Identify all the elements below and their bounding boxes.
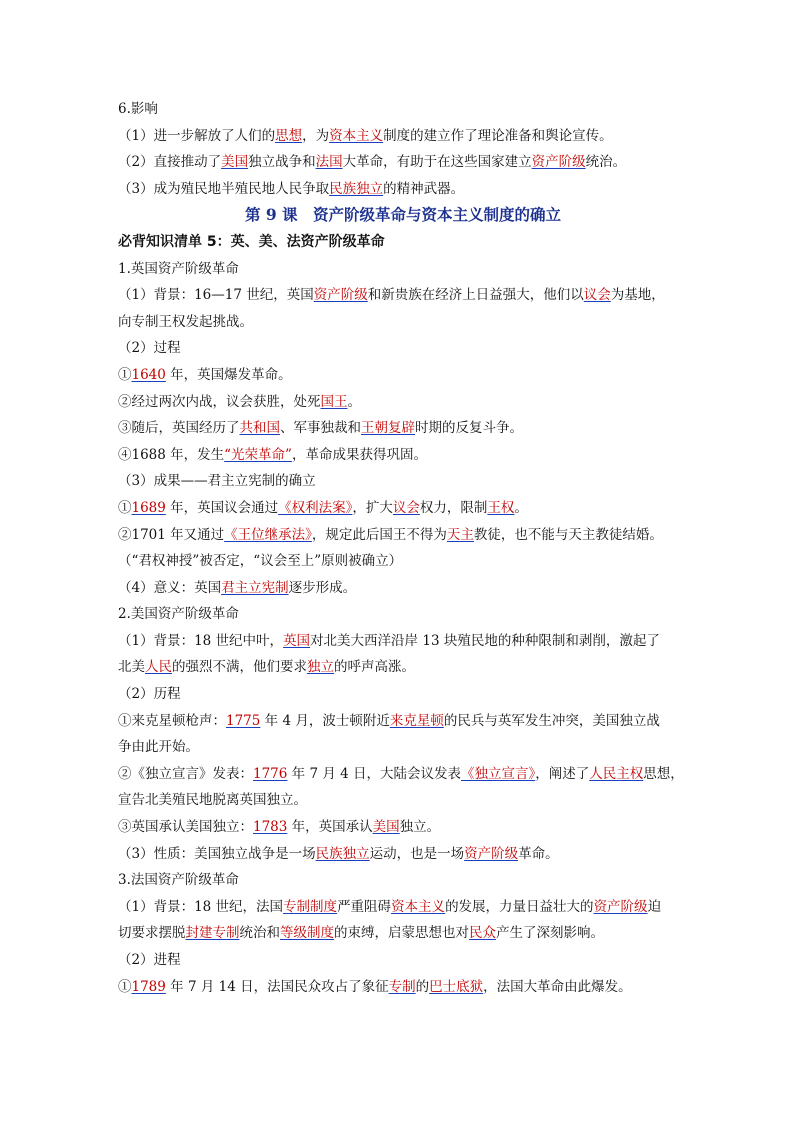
text-segment: 教徒，也不能与天主教徒结婚。 <box>473 526 663 543</box>
text-segment: ，革命成果获得巩固。 <box>291 446 427 463</box>
keyword: 人民主权 <box>589 765 644 782</box>
keyword: 资产阶级 <box>464 845 519 862</box>
section-heading <box>118 229 688 256</box>
text-segment: 严重阻碍 <box>337 898 392 915</box>
keyword: 资产阶级 <box>593 898 648 915</box>
keyword: 1689 <box>131 499 166 516</box>
text-segment: 逐步形成。 <box>288 579 357 596</box>
text-line <box>118 920 688 947</box>
text-segment: ，阐述了 <box>535 765 590 782</box>
text-segment: 运动，也是一场 <box>369 845 465 862</box>
text-line <box>118 628 688 655</box>
text-segment: ②《独立宣言》发表： <box>118 765 253 782</box>
text-segment: 时期的反复斗争。 <box>415 420 523 437</box>
keyword: 1776 <box>253 765 288 782</box>
keyword: 资本主义 <box>329 127 384 144</box>
keyword: 资本主义 <box>391 898 446 915</box>
keyword: 专制制度 <box>283 898 338 915</box>
text-segment: （4）意义：英国 <box>118 579 222 596</box>
text-segment: （1）背景：18 世纪，法国 <box>118 898 284 915</box>
lesson-title <box>118 202 688 229</box>
keyword: 共和国 <box>239 420 280 437</box>
text-line <box>118 841 688 868</box>
text-segment: 年，英国承认 <box>287 819 373 836</box>
text-line <box>118 335 688 362</box>
text-line <box>118 522 688 549</box>
text-segment: ，法国大革命由此爆发。 <box>483 978 632 995</box>
text-segment: 思想， <box>643 765 684 782</box>
text-segment: 年，英国议会通过 <box>165 499 279 516</box>
text-segment: ④1688 年，发生 <box>118 446 225 463</box>
text-segment: 年，英国爆发革命。 <box>165 366 292 383</box>
keyword: 《王位继承法》 <box>224 526 312 543</box>
text-segment: 6.影响 <box>118 101 158 117</box>
text-segment: （“君权神授”被否定，“议会至上”原则被确立） <box>118 553 403 570</box>
text-segment: 、军事独裁和 <box>280 420 361 437</box>
keyword: 民族独立 <box>329 180 384 197</box>
keyword: 天主 <box>446 526 474 543</box>
text-segment: 3.法国资产阶级革命 <box>118 872 239 889</box>
text-segment: ②经过两次内战，议会获胜，处死 <box>118 393 321 410</box>
text-segment: 制度的建立作了理论准备和舆论宣传。 <box>383 127 613 144</box>
text-segment: 第 9 课 资产阶级革命与资本主义制度的确立 <box>244 205 562 225</box>
text-segment: 。 <box>514 499 528 516</box>
text-segment: 年 7 月 4 日，大陆会议发表 <box>287 765 461 782</box>
keyword: 等级制度 <box>280 925 334 942</box>
keyword: 封建专制 <box>185 925 240 942</box>
text-segment: ，为 <box>302 127 330 144</box>
keyword: 王朝复辟 <box>361 420 415 437</box>
text-segment: ③随后，英国经历了 <box>118 420 240 437</box>
keyword: 资产阶级 <box>313 287 368 304</box>
text-segment: 争由此开始。 <box>118 739 199 756</box>
keyword: 巴士底狱 <box>429 978 484 995</box>
text-segment: 独立战争和 <box>248 154 316 171</box>
text-segment: （2）进程 <box>118 952 181 968</box>
keyword: 君主立宪制 <box>221 579 289 596</box>
keyword: 来克星顿 <box>389 712 444 729</box>
text-segment: ① <box>118 366 132 383</box>
text-segment: ，规定此后国王不得为 <box>311 526 447 543</box>
keyword: 1775 <box>226 712 261 729</box>
text-line <box>118 575 688 602</box>
keyword: 1789 <box>131 978 166 995</box>
text-segment: 革命。 <box>518 845 559 862</box>
text-segment: （3）成为殖民地半殖民地人民争取 <box>118 180 330 197</box>
text-line <box>118 708 688 735</box>
text-segment: （2）直接推动了 <box>118 154 222 171</box>
text-line <box>118 442 688 469</box>
text-line <box>118 309 688 336</box>
text-line <box>118 734 688 761</box>
keyword: 民众 <box>469 925 496 942</box>
text-line <box>118 548 688 575</box>
keyword: 思想 <box>275 127 303 144</box>
text-segment: 的发展，力量日益壮大的 <box>445 898 594 915</box>
keyword: 议会 <box>583 287 611 304</box>
keyword: 议会 <box>392 499 420 516</box>
keyword: 美国 <box>221 154 249 171</box>
text-line <box>118 601 688 628</box>
text-segment: ① <box>118 499 132 516</box>
text-line <box>118 176 688 203</box>
text-segment: ，扩大 <box>352 499 393 516</box>
text-line <box>118 974 688 1001</box>
text-segment: 2.美国资产阶级革命 <box>118 606 239 623</box>
keyword: 1783 <box>253 819 288 836</box>
text-segment: 必背知识清单 5：英、美、法资产阶级革命 <box>118 233 385 250</box>
text-segment: （1）背景：16—17 世纪，英国 <box>118 287 314 304</box>
text-line <box>118 468 688 495</box>
text-segment: ① <box>118 978 132 995</box>
keyword: 资产阶级 <box>531 154 586 171</box>
text-line <box>118 814 688 841</box>
text-segment: 权力，限制 <box>419 499 488 516</box>
text-segment: 的强烈不满，他们要求 <box>172 659 307 676</box>
text-segment: 。 <box>347 393 361 410</box>
text-segment: ①来克星顿枪声： <box>118 712 226 729</box>
text-segment: 独立。 <box>399 819 441 836</box>
keyword: “光荣革命” <box>224 446 292 463</box>
text-line <box>118 256 688 283</box>
text-segment: （1）背景：18 世纪中叶， <box>118 632 284 649</box>
keyword: 英国 <box>283 632 311 649</box>
text-segment: 向专制王权发起挑战。 <box>118 313 253 330</box>
text-segment: 的束缚，启蒙思想也对 <box>334 925 469 942</box>
text-line <box>118 894 688 921</box>
text-segment: 统治。 <box>585 154 627 171</box>
text-line <box>118 282 688 309</box>
text-segment: 为基地， <box>610 287 665 304</box>
text-segment: 北美 <box>118 659 145 676</box>
text-segment: 切要求摆脱 <box>118 925 186 942</box>
keyword: 专制 <box>388 978 416 995</box>
text-segment: （3）性质：美国独立战争是一场 <box>118 845 316 862</box>
text-segment: ②1701 年又通过 <box>118 526 225 543</box>
text-segment: 的呼声高涨。 <box>334 659 415 676</box>
text-segment: 迫 <box>647 898 662 915</box>
keyword: 1640 <box>131 366 166 383</box>
document-body <box>118 96 688 1000</box>
text-segment: （2）过程 <box>118 340 181 357</box>
text-line <box>118 947 688 974</box>
text-segment: 宣告北美殖民地脱离英国独立。 <box>118 792 307 809</box>
text-segment: （2）历程 <box>118 686 181 703</box>
text-line <box>118 495 688 522</box>
keyword: 《独立宣言》 <box>461 765 536 782</box>
text-segment: 统治和 <box>239 925 280 942</box>
text-segment: 1.英国资产阶级革命 <box>118 260 239 277</box>
text-line <box>118 654 688 681</box>
text-segment: 年 7 月 14 日，法国民众攻占了象征 <box>165 978 389 995</box>
keyword: 国王 <box>320 393 348 410</box>
text-line <box>118 389 688 416</box>
text-segment: （3）成果——君主立宪制的确立 <box>118 473 316 490</box>
text-line <box>118 415 688 442</box>
text-segment: 大革命，有助于在这些国家建立 <box>342 154 532 171</box>
keyword: 王权 <box>487 499 515 516</box>
text-line <box>118 867 688 894</box>
text-line <box>118 787 688 814</box>
text-segment: ③英国承认美国独立： <box>118 819 253 836</box>
keyword: 《权利法案》 <box>278 499 353 516</box>
text-segment: 和新贵族在经济上日益强大，他们以 <box>367 287 584 304</box>
text-segment: 的精神武器。 <box>383 180 465 197</box>
text-line <box>118 681 688 708</box>
text-segment: （1）进一步解放了人们的 <box>118 127 276 144</box>
text-segment: 对北美大西洋沿岸 13 块殖民地的种种限制和剥削，激起了 <box>310 632 660 649</box>
keyword: 人民 <box>145 659 172 676</box>
text-segment: 年 4 月，波士顿附近 <box>260 712 390 729</box>
text-segment: 的 <box>415 978 430 995</box>
keyword: 民族独立 <box>315 845 370 862</box>
text-line <box>118 96 688 123</box>
keyword: 独立 <box>307 659 334 676</box>
text-line <box>118 123 688 150</box>
text-segment: 产生了深刻影响。 <box>496 925 604 942</box>
text-line <box>118 362 688 389</box>
keyword: 美国 <box>372 819 400 836</box>
text-line <box>118 761 688 788</box>
text-segment: 的民兵与英军发生冲突，美国独立战 <box>443 712 660 729</box>
keyword: 法国 <box>315 154 343 171</box>
text-line <box>118 149 688 176</box>
